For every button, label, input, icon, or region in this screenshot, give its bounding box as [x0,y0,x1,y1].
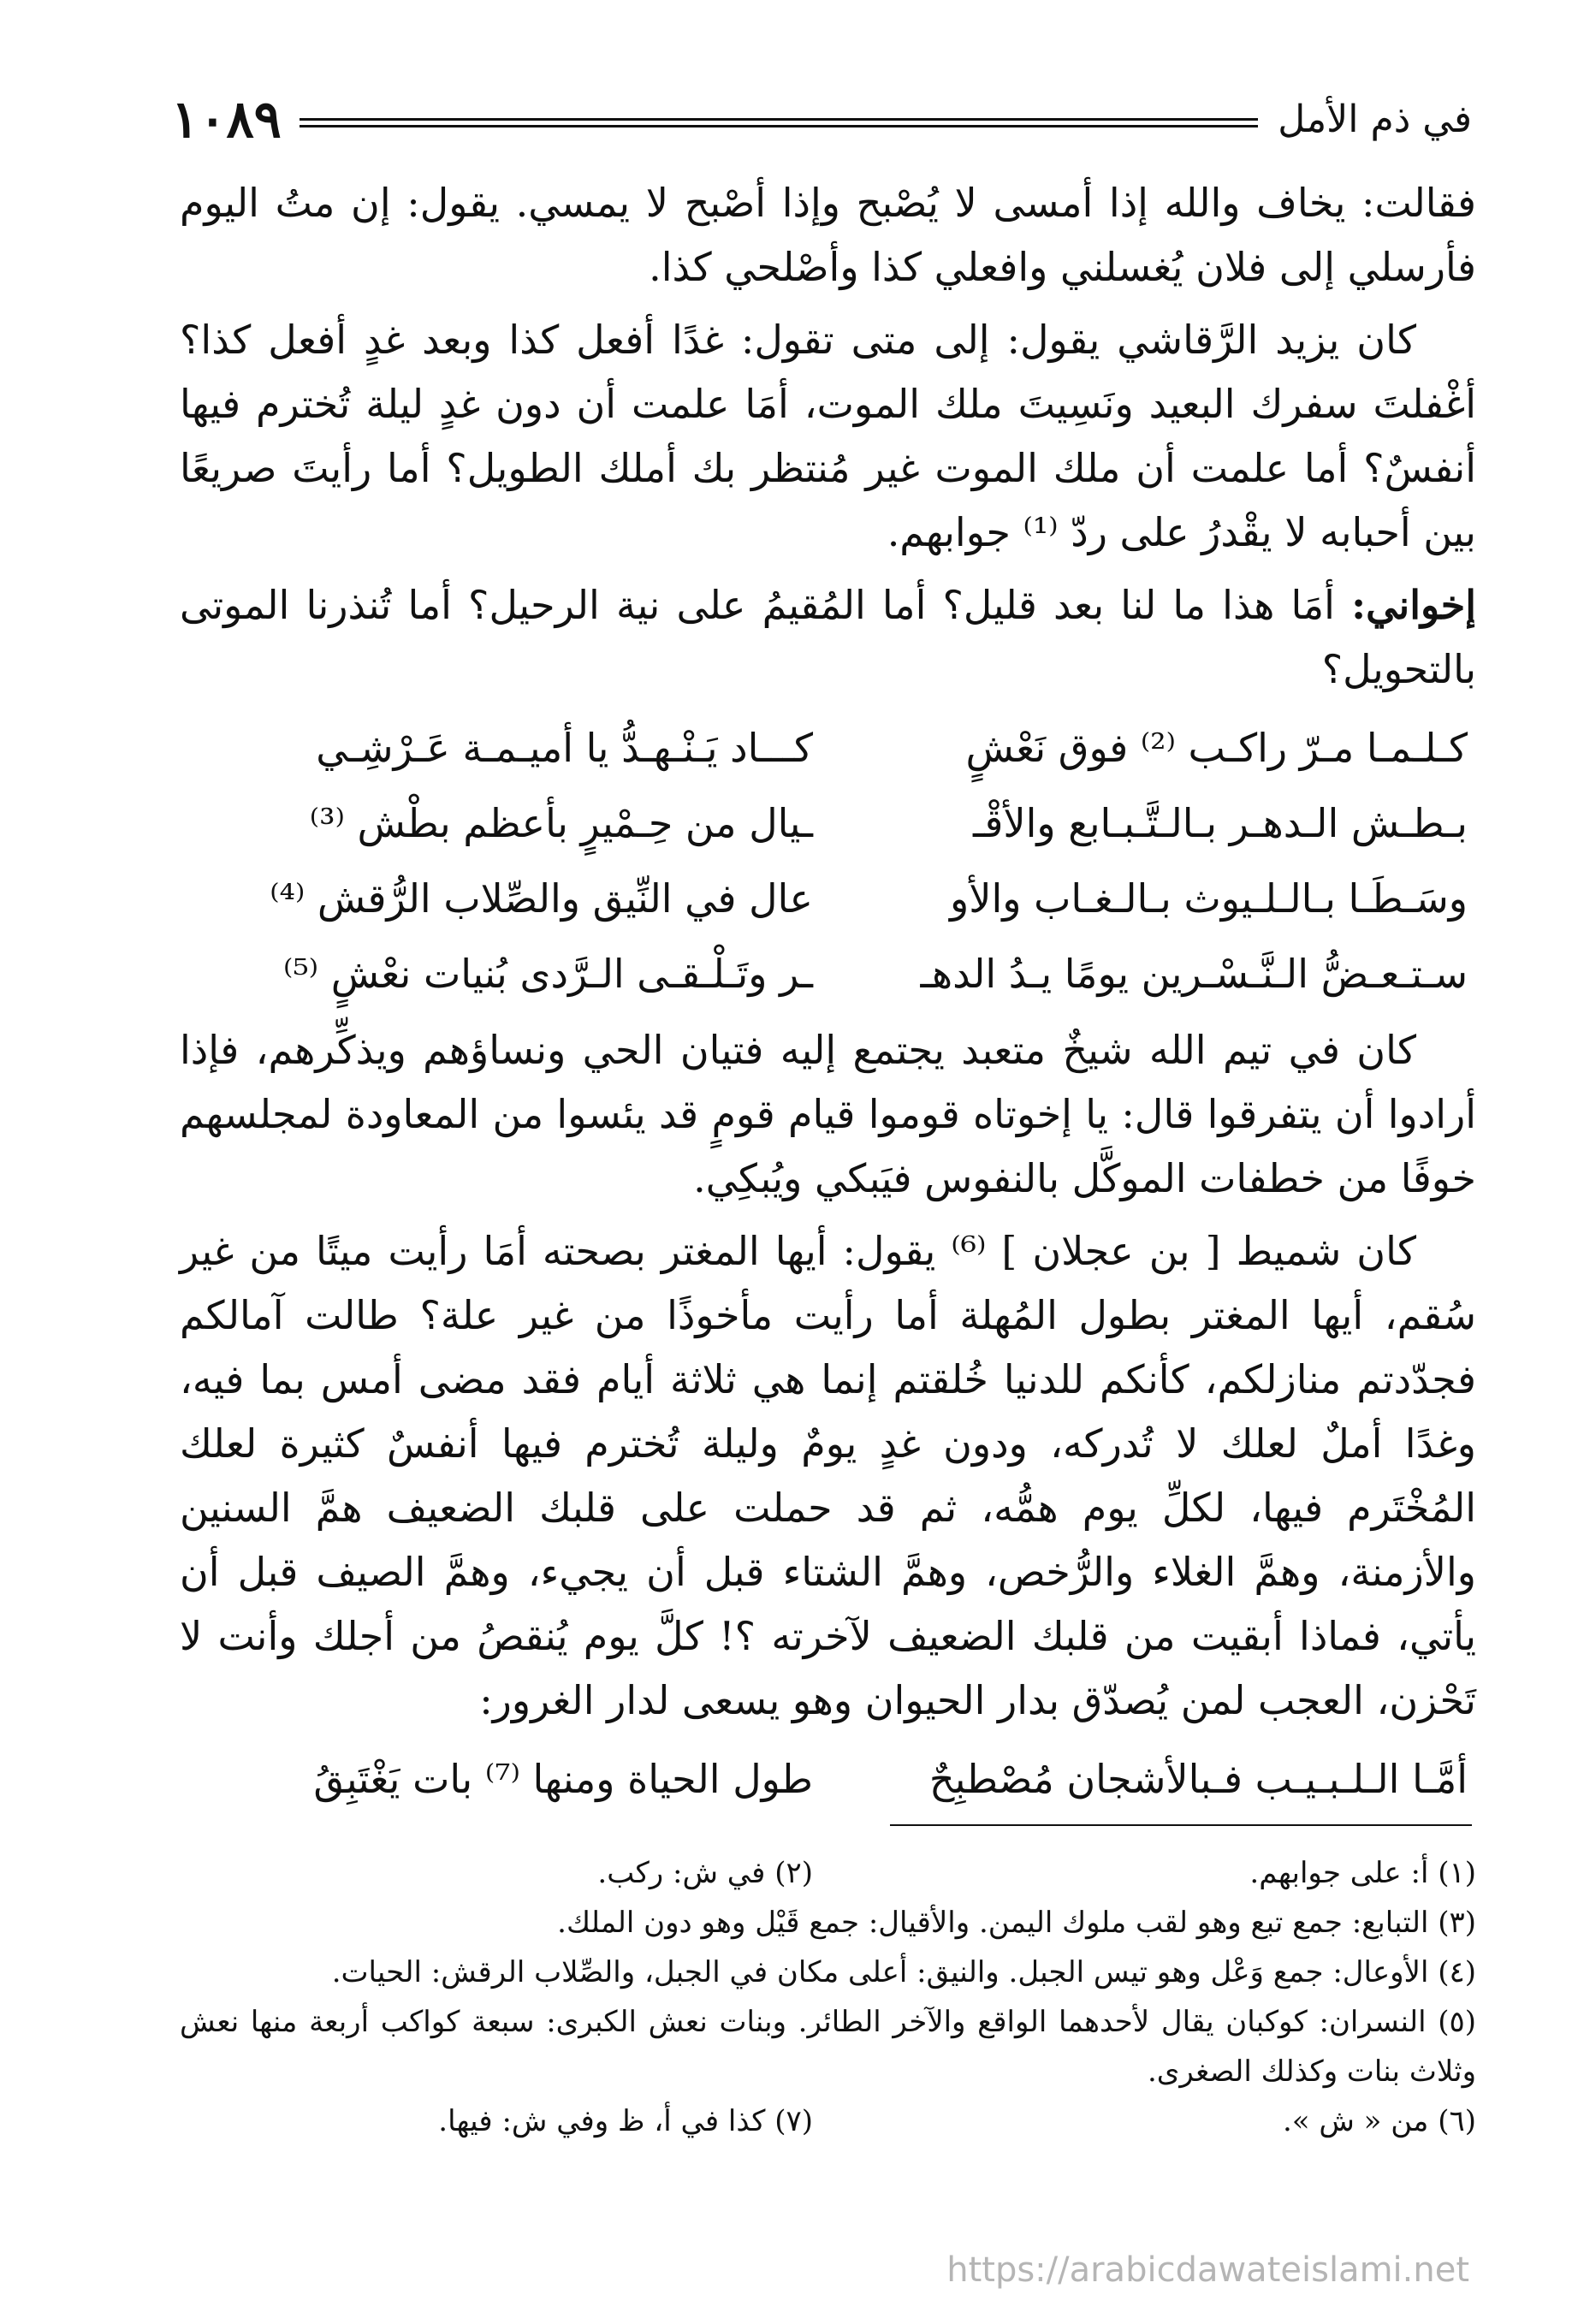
verse-line [180,861,1476,936]
verse-line [180,1741,1476,1817]
verse-second-hemistich: ـيال من حِـمْيرٍ بأعظم بطْش ⁽³⁾ [309,800,813,846]
footnote-3: (٣) التبابع: جمع تبع وهو لقب ملوك اليمن. والأقيال: جمع قَيْل وهو دون الملك. [557,1906,1476,1940]
footnote-separator [890,1824,1472,1826]
verse-first-hemistich: بـطـش الـدهـر بـالـتَّـبـابع والأقْـ [972,800,1468,846]
footnotes [180,1848,1476,2146]
paragraph-3 [180,573,1476,702]
footnote-4: (٤) الأوعال: جمع وَعْل وهو تيس الجبل. والنيق: أعلى مكان في الجبل، والصِّلاب الرقش: الحيات. [331,1955,1476,1989]
paragraph-3-text: أمَا هذا ما لنا بعد قليل؟ أما المُقيمُ على نية الرحيل؟ أما تُنذرنا الموتى بالتحويل؟ [180,582,1476,692]
running-title: في ذم الأمل [1278,98,1472,141]
verse-first-hemistich: أمَّـا الـلـبـيـب فـبالأشجان مُصْطبِحٌ [928,1756,1468,1802]
footnote-6: (٦) من « ش ». [1282,2104,1476,2138]
paragraph-3-lead: إخواني: [1351,582,1476,628]
page-header [171,86,1472,154]
verse-first-hemistich: سـتـعـضُّ الـنَّـسْـرين يومًا يـدُ الدهـ [920,951,1468,997]
footnote-row [180,1848,1476,1898]
main-text [180,171,1476,1823]
verse-line [180,710,1476,786]
final-poem [180,1741,1476,1817]
verse-second-hemistich: طول الحياة ومنها ⁽⁷⁾ بات يَغْتَبِقُ [313,1756,813,1802]
footnote-1: (١) أ: على جوابهم. [1249,1856,1476,1890]
page-number: ١٠٨٩ [171,90,282,150]
verse-first-hemistich: كـلـمـا مـرّ راكـب ⁽²⁾ فوق نَعْشٍ [965,725,1468,771]
verse-second-hemistich: عال في النِّيق والصِّلاب الرُّقش ⁽⁴⁾ [270,875,813,922]
header-rule [300,118,1258,127]
paragraph-1: فقالت: يخاف والله إذا أمسى لا يُصْبح وإذا أصْبح لا يمسي. يقول: إن متُ اليوم فأرسلي إلى فلان يُغسلني وافعلي كذا وأصْلحي كذا. [180,180,1476,290]
paragraph-2: كان يزيد الرَّقاشي يقول: إلى متى تقول: غدًا أفعل كذا وبعد غدٍ أفعل كذا؟ أغْفلتَ سفرك البعيد ونَسِيتَ ملك الموت، أمَا علمت أن دون غدٍ ليلة تُخترم فيها أنفسٌ؟ أما علمت أن ملك الموت غير مُنتظر بك أملك الطويل؟ أما رأيتَ صريعًا بين أحبابه لا يقْدرُ على ردّ ⁽¹⁾ جوابهم. [180,317,1476,555]
verse-line [180,786,1476,861]
footnote-7: (٧) كذا في أ، ظ وفي ش: فيها. [438,2104,813,2138]
verse-second-hemistich: ـر وتَـلْـقـى الـرَّدى بُنيات نعْشٍ ⁽⁵⁾ [283,951,813,997]
verse-second-hemistich: كـــاد يَـنْـهـدُّ يا أميـمـة عَـرْشِـي [316,725,813,771]
watermark-url: https://arabicdawateislami.net [946,2250,1469,2290]
footnote-2: (٢) في ش: ركب. [597,1856,813,1890]
footnote-5: (٥) النسران: كوكبان يقال لأحدهما الواقع والآخر الطائر. وبنات نعش الكبرى: سبعة كواكب أربعة منها نعش وثلاث بنات وكذلك الصغرى. [180,2005,1476,2089]
verse-first-hemistich: وسَـطَـا بـالـلـيوث بـالـغـاب والأو [950,875,1468,922]
footnote-row [180,2096,1476,2146]
paragraph-4: كان في تيم الله شيخٌ متعبد يجتمع إليه فتيان الحي ونساؤهم ويذكِّرهم، فإذا أرادوا أن يتفرقوا قال: يا إخوتاه قوموا قيام قومٍ قد يئسوا من المعاودة لمجلسهم خوفًا من خطفات الموكَّل بالنفوس فيَبكي ويُبكِي. [180,1027,1476,1201]
paragraph-5: كان شميط [ بن عجلان ] ⁽⁶⁾ يقول: أيها المغتر بصحته أمَا رأيت ميتًا من غير سُقم، أيها المغتر بطول المُهلة أما رأيت مأخوذًا من غير علة؟ طالت آمالكم فجدّدتم منازلكم، كأنكم للدنيا خُلقتم إنما هي ثلاثة أيام فقد مضى أمس بما فيه، وغدًا أملٌ لعلك لا تُدركه، ودون غدٍ يومٌ وليلة تُخترم فيها أنفسٌ كثيرة لعلك المُخْتَرم فيها، لكلِّ يوم همُّه، ثم قد حملت على قلبك الضعيف همَّ السنين والأزمنة، وهمَّ الغلاء والرُّخص، وهمَّ الشتاء قبل أن يجيء، وهمَّ الصيف قبل أن يأتي، فماذا أبقيت من قلبك الضعيف لآخرته ؟! كلَّ يوم يُنقصُ من أجلك وأنت لا تَحْزن، العجب لمن يُصدّق بدار الحيوان وهو يسعى لدار الغرور: [180,1228,1476,1723]
verse-line [180,936,1476,1011]
poem [180,710,1476,1011]
